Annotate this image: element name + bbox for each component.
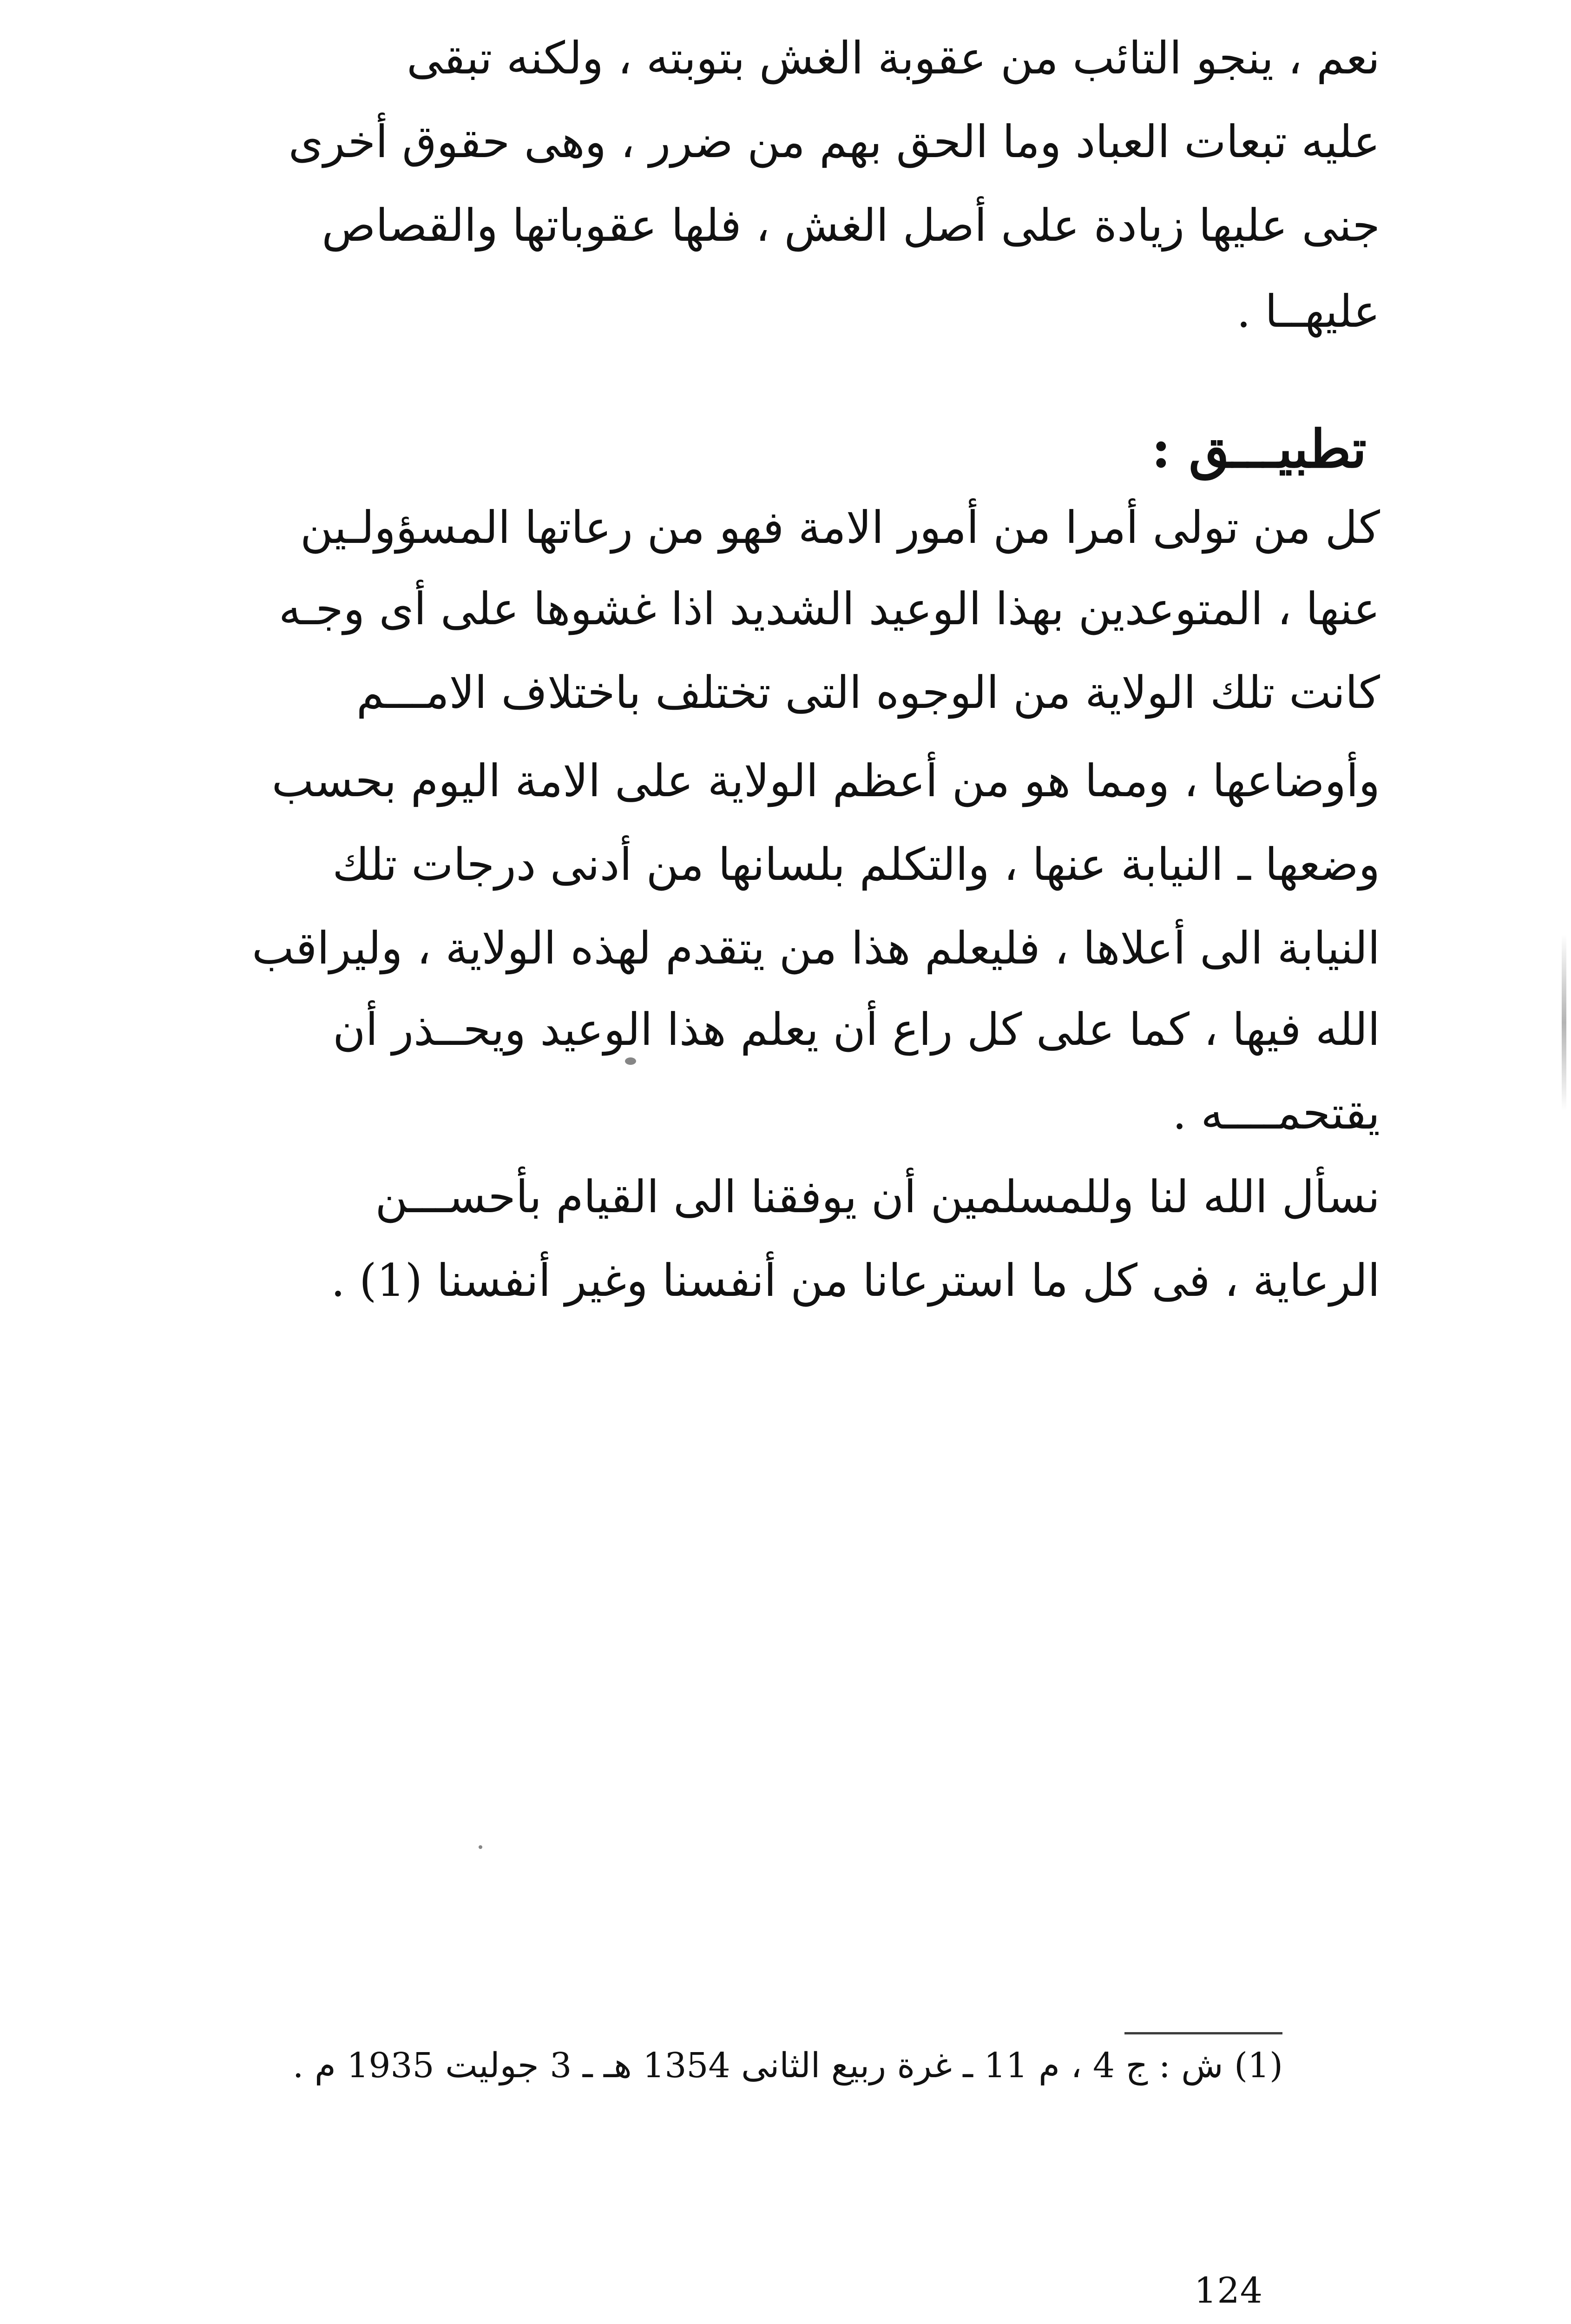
paragraph-2-line-6: النيابة الى أعلاها ، فليعلم هذا من يتقدم لهذه الولاية ، وليراقب (252, 922, 1380, 974)
paragraph-3-line-1: نسأل الله لنا وللمسلمين أن يوفقنا الى القيام بأحســـن (375, 1171, 1380, 1223)
paragraph-2-line-3: كانت تلك الولاية من الوجوه التى تختلف باختلاف الامـــم (356, 667, 1380, 719)
paragraph-2-line-2: عنها ، المتوعدين بهذا الوعيد الشديد اذا غشوها على أى وجـه (278, 583, 1380, 635)
paragraph-2-line-8: يقتحمــــه . (1172, 1087, 1380, 1139)
paragraph-2-line-5: وضعها ـ النيابة عنها ، والتكلم بلسانها من أدنى درجات تلك (332, 838, 1380, 891)
scan-edge-mark (1562, 934, 1566, 1111)
paragraph-2-line-1: كل من تولى أمرا من أمور الامة فهو من رعاتها المسؤولـين (300, 502, 1380, 554)
paragraph-1-line-3: جنى عليها زيادة على أصل الغش ، فلها عقوباتها والقصاص (322, 199, 1380, 251)
paragraph-1-line-2: عليه تبعات العباد وما الحق بهم من ضرر ، وهى حقوق أخرى (288, 116, 1380, 168)
section-heading: تطبيـــق : (1151, 419, 1367, 480)
ink-speck (625, 1057, 636, 1065)
paragraph-2-line-7: الله فيها ، كما على كل راع أن يعلم هذا الوعيد ويحــذر أن (333, 1004, 1380, 1056)
footnote: (1) ش : ج 4 ، م 11 ـ غرة ربيع الثانى 1354 هـ ـ 3 جوليت 1935 م . (292, 2046, 1283, 2086)
paragraph-1-line-4: عليهــا . (1236, 285, 1380, 337)
paragraph-3-line-2: الرعاية ، فى كل ما استرعانا من أنفسنا وغير أنفسنا (1) . (331, 1254, 1380, 1307)
paragraph-1-line-1: نعم ، ينجو التائب من عقوبة الغش بتوبته ، ولكنه تبقى (407, 32, 1380, 84)
page-number: 124 (1194, 2270, 1263, 2311)
paragraph-2-line-4: وأوضاعها ، ومما هو من أعظم الولاية على الامة اليوم بحسب (271, 755, 1380, 807)
ink-speck (479, 1845, 482, 1849)
footnote-rule (1124, 2032, 1282, 2034)
